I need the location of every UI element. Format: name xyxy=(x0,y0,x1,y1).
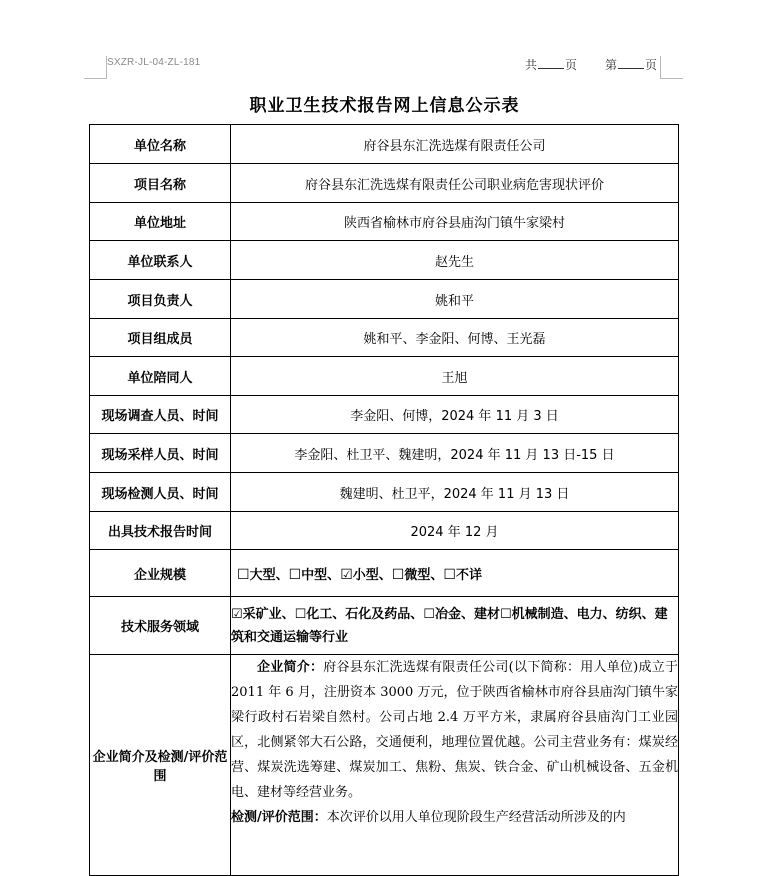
margin-corner-mark-right xyxy=(660,56,683,79)
scale-option-medium: ☐中型、 xyxy=(288,566,341,583)
company-intro-paragraph: 企业简介：府谷县东汇洗选煤有限责任公司(以下简称：用人单位)成立于 2011 年 6 月，注册资本 3000 万元，位于陕西省榆林市府谷县庙沟门镇牛家梁行政村石岩梁自然村。公司占地 2.4 万平方米，隶属府谷县庙沟门工业园区，北侧紧邻大石公路，交通便利，地理位置优越。公司主营业务有：煤炭经营、煤炭洗选筹建、煤炭加工、焦粉、焦炭、铁合金、矿山机械设备、五金机电、建材等经营业务。 xyxy=(231,660,678,800)
scale-label: 企业规模 xyxy=(90,550,231,597)
page-label: 第 xyxy=(605,58,618,72)
total-pages-blank xyxy=(538,57,564,69)
scope-paragraph: 检测/评价范围：本次评价以用人单位现阶段生产经营活动所涉及的内 xyxy=(231,810,626,825)
row-value: 赵先生 xyxy=(231,241,679,280)
total-label: 共 xyxy=(525,58,538,72)
row-value: 府谷县东汇洗选煤有限责任公司职业病危害现状评价 xyxy=(231,164,679,203)
table-row xyxy=(90,434,679,473)
scale-options xyxy=(231,550,679,597)
scale-option-micro: ☐微型、 xyxy=(391,566,444,583)
row-label: 现场采样人员、时间 xyxy=(90,434,231,473)
scale-option-unknown: ☐不详 xyxy=(443,566,482,583)
margin-corner-mark-left xyxy=(84,56,107,79)
service-label: 技术服务领域 xyxy=(90,597,231,655)
row-value: 府谷县东汇洗选煤有限责任公司 xyxy=(231,125,679,164)
document-code: SXZR-JL-04-ZL-181 xyxy=(107,57,201,68)
checked-box-icon: ☑ xyxy=(340,566,353,583)
table-row-service xyxy=(90,597,679,655)
row-value: 姚和平 xyxy=(231,280,679,319)
row-label: 项目负责人 xyxy=(90,280,231,319)
table-row xyxy=(90,241,679,280)
table-row xyxy=(90,473,679,512)
table-row xyxy=(90,280,679,319)
page-number-blank xyxy=(618,57,644,69)
row-value: 李金阳、何博，2024 年 11 月 3 日 xyxy=(231,396,679,434)
intro-label: 企业简介及检测/评价范围 xyxy=(90,655,231,876)
row-value: 2024 年 12 月 xyxy=(231,512,679,550)
scale-option-large: ☐大型、 xyxy=(237,566,289,583)
page-title: 职业卫生技术报告网上信息公示表 xyxy=(249,96,520,116)
table-row-intro xyxy=(90,655,679,876)
unchecked-box-icon: ☐ xyxy=(237,566,250,583)
row-value: 李金阳、杜卫平、魏建明，2024 年 11 月 13 日-15 日 xyxy=(231,434,679,473)
table-row xyxy=(90,125,679,164)
table-row xyxy=(90,512,679,550)
row-label: 出具技术报告时间 xyxy=(90,512,231,550)
service-domain-text: ☑采矿业、☐化工、石化及药品、☐冶金、建材☐机械制造、电力、纺织、建筑和交通运输等行业 xyxy=(231,597,679,655)
row-value: 陕西省榆林市府谷县庙沟门镇牛家梁村 xyxy=(231,203,679,241)
table-row xyxy=(90,203,679,241)
row-label: 项目名称 xyxy=(90,164,231,203)
table-row xyxy=(90,357,679,396)
row-label: 单位名称 xyxy=(90,125,231,164)
total-suffix: 页 xyxy=(565,58,578,72)
page-suffix: 页 xyxy=(645,58,658,72)
page-counter xyxy=(525,56,657,73)
unchecked-box-icon: ☐ xyxy=(443,566,456,583)
table-row xyxy=(90,396,679,434)
row-label: 现场调查人员、时间 xyxy=(90,396,231,434)
row-value: 王旭 xyxy=(231,357,679,396)
row-label: 单位陪同人 xyxy=(90,357,231,396)
info-table xyxy=(89,124,679,876)
intro-cell xyxy=(231,655,679,876)
scale-option-small: ☑小型、 xyxy=(340,566,392,583)
row-label: 单位联系人 xyxy=(90,241,231,280)
table-row xyxy=(90,319,679,357)
unchecked-box-icon: ☐ xyxy=(288,566,302,583)
row-label: 项目组成员 xyxy=(90,319,231,357)
table-row-scale xyxy=(90,550,679,597)
row-value: 魏建明、杜卫平，2024 年 11 月 13 日 xyxy=(231,473,679,512)
row-label: 现场检测人员、时间 xyxy=(90,473,231,512)
table-row xyxy=(90,164,679,203)
row-label: 单位地址 xyxy=(90,203,231,241)
unchecked-box-icon: ☐ xyxy=(391,566,405,583)
row-value: 姚和平、李金阳、何博、王光磊 xyxy=(231,319,679,357)
